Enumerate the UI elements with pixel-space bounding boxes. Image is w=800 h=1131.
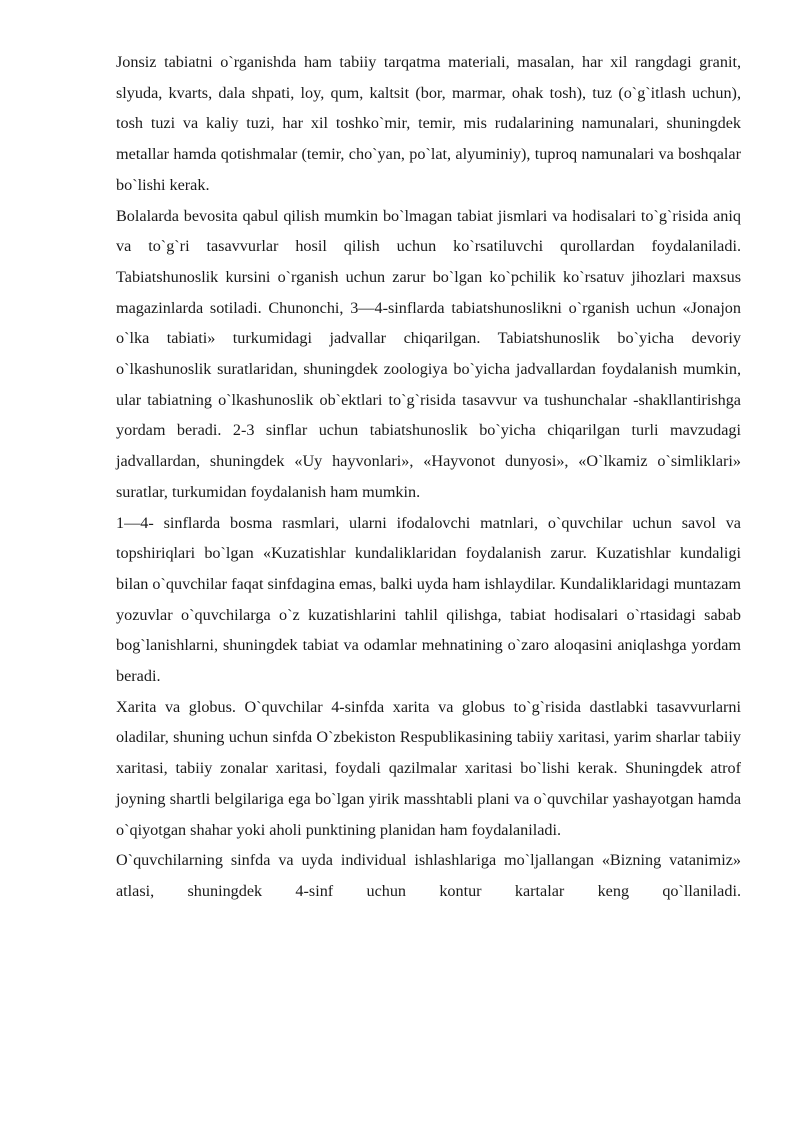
- paragraph-natural-materials: Jonsiz tabiatni o`rganishda ham tabiiy tarqatma materiali, masalan, har xil rangdagi granit, slyuda, kvarts, dala shpati, loy, qum, kaltsit (bor, marmar, ohak tosh), tuz (o`g`itlash uchun), tosh tuzi va kaliy tuzi, har xil toshko`mir, temir, mis rudalarining namunalari, shuningdek metallar hamda qotishmalar (temir, cho`yan, po`lat, alyuminiy), tuproq namunalari va boshqalar bo`lishi kerak.: [116, 53, 741, 194]
- paragraph-visual-aids: Bolalarda bevosita qabul qilish mumkin bo`lmagan tabiat jismlari va hodisalari to`g`risida aniq va to`g`ri tasavvurlar hosil qilish uchun ko`rsatiluvchi qurollardan foydalaniladi. Tabiatshunoslik kursini o`rganish uchun zarur bo`lgan ko`pchilik ko`rsatuv jihozlari maxsus magazinlarda sotiladi. Chunonchi, 3—4-sinflarda tabiatshunoslikni o`rganish uchun «Jonajon o`lka tabiati» turkumidagi jadvallar chiqarilgan. Tabiatshunoslik bo`yicha devoriy o`lkashunoslik suratlaridan, shuningdek zoologiya bo`yicha jadvallardan foydalanish mumkin, ular tabiatning o`lkashunoslik ob`ektlari to`g`risida tasavvur va tushunchalar -shakllantirishga yordam beradi. 2-3 sinflar uchun tabiatshunoslik bo`yicha chiqarilgan turli mavzudagi jadvallardan, shuningdek «Uy hayvonlari», «Hayvonot dunyosi», «O`lkamiz o`simliklari» suratlar, turkumidan foydalanish ham mumkin.: [116, 206, 741, 501]
- document-page: [116, 47, 741, 907]
- paragraph-map-and-globe: Xarita va globus. O`quvchilar 4-sinfda xarita va globus to`g`risida dastlabki tasavvurlarni oladilar, shuning uchun sinfda O`zbekiston Respublikasining tabiiy xaritasi, yarim sharlar tabiiy xaritasi, tabiiy zonalar xaritasi, foydali qazilmalar xaritasi bo`lishi kerak. Shuningdek atrof joyning shartli belgilariga ega bo`lgan yirik masshtabli plani va o`quvchilar yashayotgan hamda o`qiyotgan shahar yoki aholi punktining planidan ham foydalaniladi.: [116, 697, 741, 839]
- paragraph-atlas: O`quvchilarning sinfda va uyda individual ishlashlariga mo`ljallangan «Bizning vatanimiz» atlasi, shuningdek 4-sinf uchun kontur kartalar keng qo`llaniladi.: [116, 851, 741, 900]
- paragraph-observation-diaries: 1—4- sinflarda bosma rasmlari, ularni ifodalovchi matnlari, o`quvchilar uchun savol va topshiriqlari bo`lgan «Kuzatishlar kundaliklaridan foydalanish zarur. Kuzatishlar kundaligi bilan o`quvchilar faqat sinfdagina emas, balki uyda ham ishlaydilar. Kundaliklaridagi muntazam yozuvlar o`quvchilarga o`z kuzatishlarini tahlil qilishga, tabiat hodisalari o`rtasidagi sabab bog`lanishlarni, shuningdek tabiat va odamlar mehnatining o`zaro aloqasini aniqlashga yordam beradi.: [116, 513, 741, 686]
